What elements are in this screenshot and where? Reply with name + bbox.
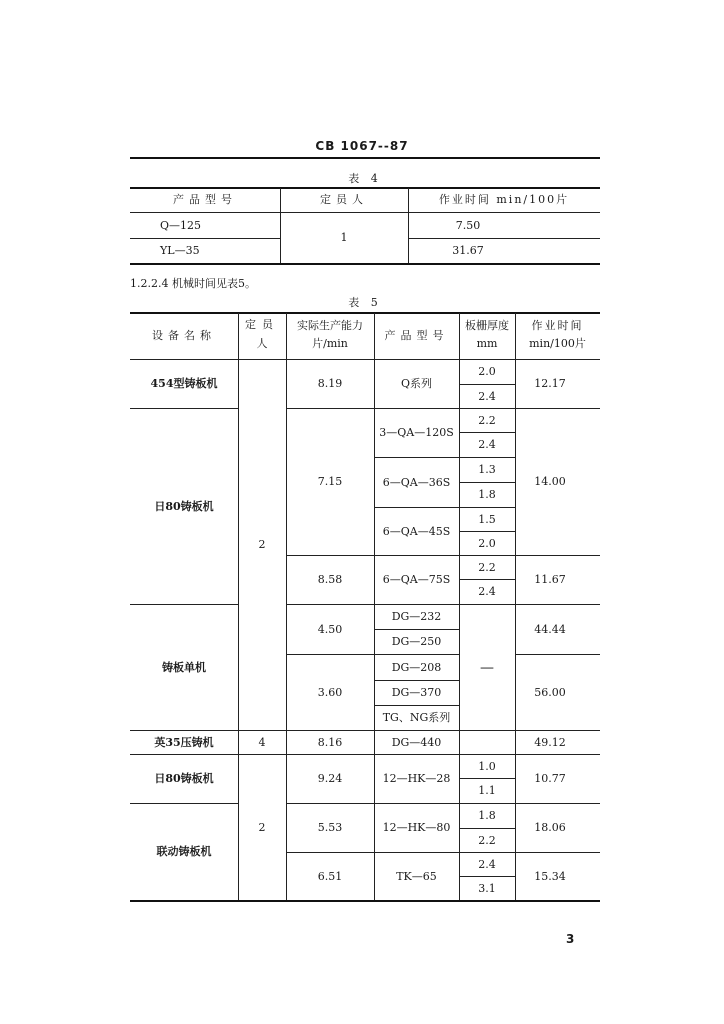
model-cell: 6—QA—75S — [382, 573, 451, 586]
staffing-cell: 2 — [258, 820, 266, 834]
model-cell: TG、NG系列 — [382, 711, 451, 724]
thickness-cell: 2.4 — [478, 438, 496, 451]
table5-bottom-rule — [130, 900, 600, 902]
model-cell: DG—370 — [391, 686, 442, 699]
model-cell: DG—250 — [391, 635, 442, 648]
time-cell: 10.77 — [534, 772, 566, 785]
equipment-cell: 英35压铸机 — [154, 735, 214, 749]
table4-header-staff: 定员人 — [320, 193, 368, 206]
thickness-cell: 2.0 — [478, 536, 496, 550]
equipment-cell: 日80铸板机 — [154, 499, 214, 513]
equipment-cell: 联动铸板机 — [156, 845, 212, 858]
table5-header-thickness: mm — [476, 337, 498, 350]
header-rule — [130, 157, 600, 159]
time-cell: 56.00 — [534, 685, 566, 699]
table4-header-time: 作业时间 min/100片 — [438, 193, 570, 206]
model-cell: 12—HK—28 — [382, 772, 451, 785]
model-cell: TK—65 — [396, 869, 437, 883]
capacity-cell: 9.24 — [317, 772, 343, 785]
model-cell: DG—232 — [391, 610, 442, 623]
thickness-cell: 2.4 — [478, 389, 496, 403]
table5-header-capacity: 片/min — [312, 337, 348, 350]
table4-time-cell: 7.50 — [455, 218, 481, 232]
thickness-cell: 2.2 — [478, 560, 496, 574]
equipment-cell: 铸板单机 — [162, 660, 206, 674]
table5-header-staff: 人 — [256, 337, 268, 350]
thickness-cell: 1.1 — [478, 784, 496, 797]
staffing-cell: 4 — [258, 735, 266, 749]
table4-header-model: 产品型号 — [173, 193, 237, 206]
capacity-cell: 5.53 — [317, 821, 343, 834]
capacity-cell: 8.58 — [317, 573, 343, 586]
model-cell: 12—HK—80 — [382, 821, 451, 834]
staffing-cell: 2 — [258, 538, 266, 551]
capacity-cell: 8.16 — [317, 735, 343, 749]
model-cell: DG—208 — [391, 660, 442, 674]
table4-staff-cell: 1 — [340, 231, 348, 244]
thickness-cell: 1.8 — [478, 809, 496, 822]
table5-header-time: 作业时间 — [531, 319, 584, 332]
table4-model-cell: Q—125 — [160, 218, 202, 232]
capacity-cell: 4.50 — [317, 622, 343, 636]
model-cell: 6—QA—45S — [382, 524, 451, 538]
model-cell: Q系列 — [400, 377, 433, 390]
model-cell: 6—QA—36S — [382, 475, 451, 489]
equipment-cell: 454型铸板机 — [150, 377, 218, 390]
time-cell: 15.34 — [534, 869, 566, 883]
time-cell: 14.00 — [534, 475, 566, 488]
thickness-cell: 2.4 — [478, 585, 496, 598]
time-cell: 12.17 — [534, 377, 566, 390]
time-cell: 11.67 — [534, 573, 566, 586]
time-cell: 49.12 — [534, 735, 566, 749]
table5-header-time: min/100片 — [529, 337, 586, 350]
table5-caption: 表 5 — [348, 296, 382, 309]
table5-header-thickness: 板栅厚度 — [465, 319, 509, 332]
equipment-cell: 日80铸板机 — [154, 772, 214, 785]
thickness-cell: 1.0 — [478, 759, 496, 773]
time-cell: 44.44 — [534, 622, 566, 636]
capacity-cell: 6.51 — [317, 869, 343, 883]
table4-caption: 表 4 — [348, 172, 382, 185]
table5-header-capacity: 实际生产能力 — [297, 319, 363, 332]
page-number: 3 — [566, 932, 575, 946]
capacity-cell: 3.60 — [317, 685, 343, 699]
standard-number: CB 1067--87 — [315, 139, 409, 153]
table5-header-equipment: 设备名称 — [152, 329, 216, 342]
thickness-cell: 2.0 — [478, 365, 496, 378]
model-cell: DG—440 — [391, 735, 442, 749]
table5-header-staff: 定员 — [245, 318, 279, 331]
thickness-cell: — — [480, 659, 494, 676]
table4-bottom-rule — [130, 263, 600, 265]
capacity-cell: 7.15 — [317, 475, 343, 488]
thickness-cell: 1.8 — [478, 488, 496, 501]
thickness-cell: 2.2 — [478, 833, 496, 847]
thickness-cell: 2.2 — [478, 413, 496, 427]
thickness-cell: 1.5 — [478, 512, 496, 526]
thickness-cell: 1.3 — [478, 463, 496, 476]
time-cell: 18.06 — [534, 821, 566, 834]
thickness-cell: 2.4 — [478, 857, 496, 871]
capacity-cell: 8.19 — [317, 377, 343, 390]
table4-model-cell: YL—35 — [160, 244, 200, 257]
table4-time-cell: 31.67 — [452, 244, 484, 257]
model-cell: 3—QA—120S — [379, 426, 454, 439]
table5-header-model: 产品型号 — [384, 329, 449, 342]
thickness-cell: 3.1 — [478, 881, 496, 895]
clause-text: 1.2.2.4 机械时间见表5。 — [130, 277, 256, 290]
